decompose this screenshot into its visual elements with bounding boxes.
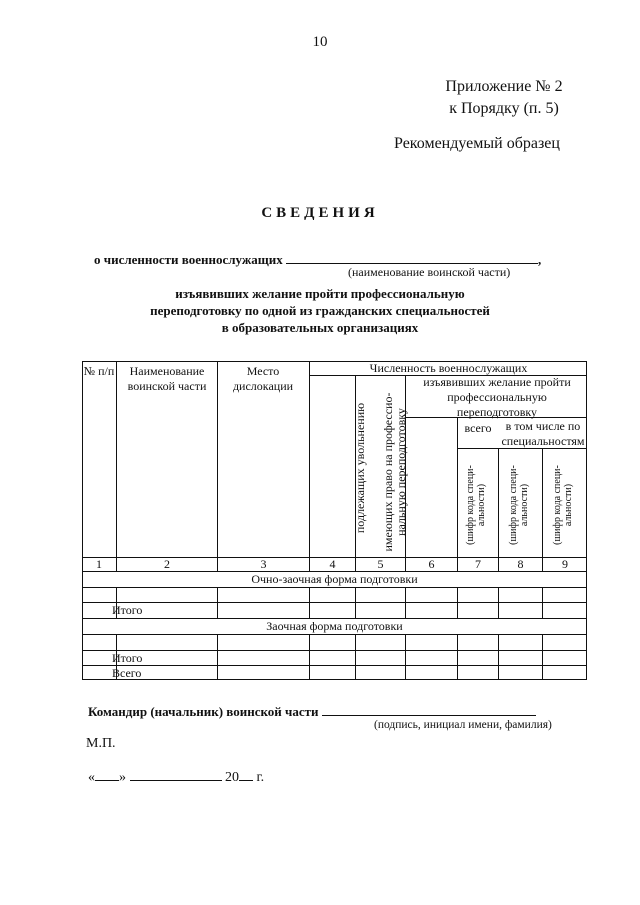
- appendix-line-1: Приложение № 2: [445, 78, 563, 95]
- date-open-quote: «: [88, 770, 95, 785]
- section-full-part-time: Очно-заочная форма подготовки: [251, 572, 418, 586]
- column-number-8: 8: [517, 557, 524, 571]
- subtotal-label-2: Итого: [112, 651, 143, 665]
- column-number-2: 2: [164, 557, 170, 571]
- report-table: [82, 361, 587, 680]
- column-number-3: 3: [260, 557, 267, 571]
- subtitle-line-2: переподготовку по одной из гражданских специальностей: [150, 303, 490, 318]
- date-close-quote: »: [119, 770, 126, 785]
- grand-total-label: Всего: [112, 666, 142, 680]
- header-num: № п/п: [83, 364, 115, 378]
- column-number-4: 4: [329, 557, 336, 571]
- section-part-time: Заочная форма подготовки: [266, 619, 403, 633]
- document-title: СВЕДЕНИЯ: [261, 205, 379, 221]
- page-number: 10: [312, 34, 328, 50]
- header-entitled: имеющих право на профессио-нальную переподготовку: [381, 392, 408, 552]
- appendix-line-2: к Порядку (п. 5): [449, 100, 559, 117]
- subtitle-lines: [0, 285, 640, 336]
- commander-line: [88, 703, 536, 720]
- subtitle-suffix: ,: [538, 252, 542, 267]
- subtitle-prefix: о численности военнослужащих: [94, 252, 283, 267]
- header-spec-code-9: (шифр кода специ-альности): [552, 465, 574, 545]
- subtitle-line-1: изъявивших желание пройти профессиональную: [175, 286, 465, 301]
- header-location: Место дислокации: [232, 364, 294, 393]
- year-fill-line: [239, 768, 253, 781]
- year-prefix: 20: [225, 770, 239, 785]
- unit-name-fill-line: [286, 251, 538, 264]
- date-line: [88, 768, 264, 786]
- subtotal-label-1: Итого: [112, 603, 143, 617]
- column-number-1: 1: [96, 557, 102, 571]
- header-unit-name: Наименование воинской части: [127, 364, 207, 393]
- column-number-9: 9: [562, 557, 568, 571]
- commander-signature-line: [322, 703, 536, 716]
- header-spec-code-8: (шифр кода специ-альности): [508, 465, 530, 545]
- column-number-7: 7: [475, 557, 481, 571]
- subtitle-line-3: в образовательных организациях: [221, 320, 419, 335]
- stamp-place: М.П.: [86, 736, 116, 751]
- year-suffix: г.: [256, 770, 265, 785]
- column-number-5: 5: [377, 557, 384, 571]
- sample-label: Рекомендуемый образец: [394, 135, 560, 152]
- header-total: всего: [464, 421, 492, 435]
- header-spec-code-7: (шифр кода специ-альности): [465, 465, 487, 545]
- unit-name-note: (наименование воинской части): [348, 265, 511, 279]
- signature-note: (подпись, инициал имени, фамилия): [374, 719, 552, 731]
- appendix-block: [404, 76, 604, 120]
- commander-label: Командир (начальник) воинской части: [88, 704, 319, 719]
- header-to-be-dismissed: подлежащих увольнению: [353, 402, 367, 534]
- header-including: в том числе по специальностям: [501, 419, 585, 448]
- day-fill-line: [95, 768, 119, 781]
- month-fill-line: [130, 768, 222, 781]
- header-wishing: изъявивших желание пройти профессиональную переподготовку: [423, 375, 571, 419]
- header-count: Численность военнослужащих: [369, 361, 528, 375]
- column-number-6: 6: [428, 557, 435, 571]
